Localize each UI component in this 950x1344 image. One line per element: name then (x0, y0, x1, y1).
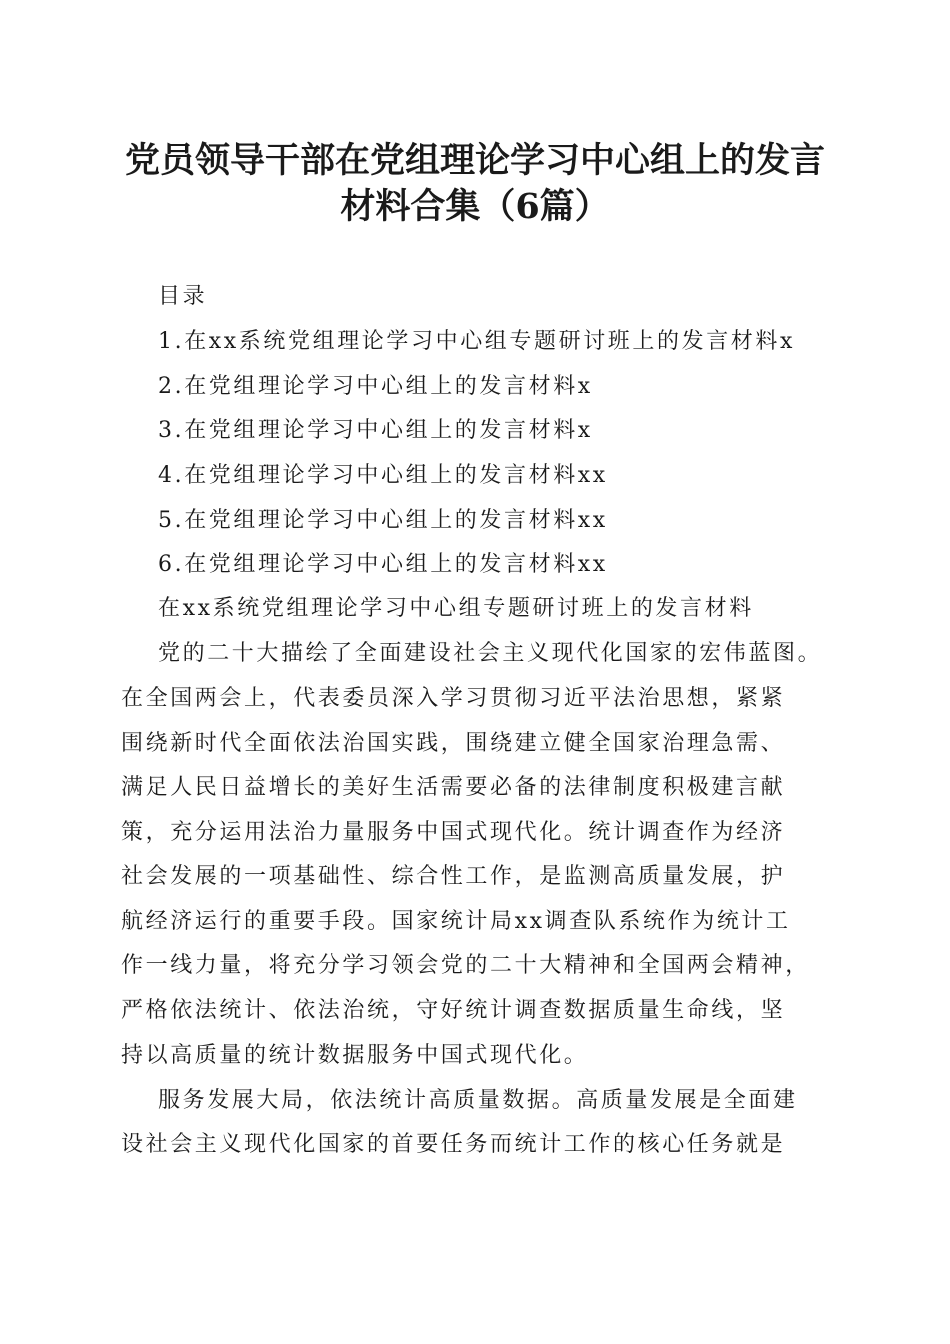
toc-heading: 目录 (158, 284, 208, 309)
toc-item-1: 1.在xx系统党组理论学习中心组专题研讨班上的发言材料x (158, 329, 796, 354)
toc-item-3: 3.在党组理论学习中心组上的发言材料x (158, 418, 593, 443)
paragraph-1-line: 严格依法统计、依法治统，守好统计调查数据质量生命线，坚 (121, 998, 786, 1023)
toc-item-6: 6.在党组理论学习中心组上的发言材料xx (158, 552, 608, 577)
paragraph-1-line: 社会发展的一项基础性、综合性工作，是监测高质量发展，护 (121, 864, 786, 889)
paragraph-1-line: 在全国两会上，代表委员深入学习贯彻习近平法治思想，紧紧 (121, 686, 786, 711)
paragraph-1-line: 策，充分运用法治力量服务中国式现代化。统计调查作为经济 (121, 820, 786, 845)
paragraph-2-line: 设社会主义现代化国家的首要任务而统计工作的核心任务就是 (121, 1132, 786, 1157)
paragraph-1-line: 围绕新时代全面依法治国实践，围绕建立健全国家治理急需、 (121, 731, 786, 756)
toc-item-2: 2.在党组理论学习中心组上的发言材料x (158, 374, 593, 399)
toc-item-5: 5.在党组理论学习中心组上的发言材料xx (158, 508, 608, 533)
paragraph-1-line: 党的二十大描绘了全面建设社会主义现代化国家的宏伟蓝图。 (158, 641, 823, 666)
paragraph-2-line: 服务发展大局，依法统计高质量数据。高质量发展是全面建 (158, 1088, 798, 1113)
paragraph-1-line: 作一线力量，将充分学习领会党的二十大精神和全国两会精神， (121, 953, 810, 978)
paragraph-1-line: 满足人民日益增长的美好生活需要必备的法律制度积极建言献 (121, 775, 786, 800)
document-title-line-2: 材料合集（6篇） (340, 186, 610, 227)
paragraph-1-line: 航经济运行的重要手段。国家统计局xx调查队系统作为统计工 (121, 909, 791, 934)
document-title-line-1: 党员领导干部在党组理论学习中心组上的发言 (124, 140, 825, 181)
section-heading: 在xx系统党组理论学习中心组专题研讨班上的发言材料 (158, 596, 754, 621)
toc-item-4: 4.在党组理论学习中心组上的发言材料xx (158, 463, 608, 488)
paragraph-1-line: 持以高质量的统计数据服务中国式现代化。 (121, 1043, 589, 1068)
